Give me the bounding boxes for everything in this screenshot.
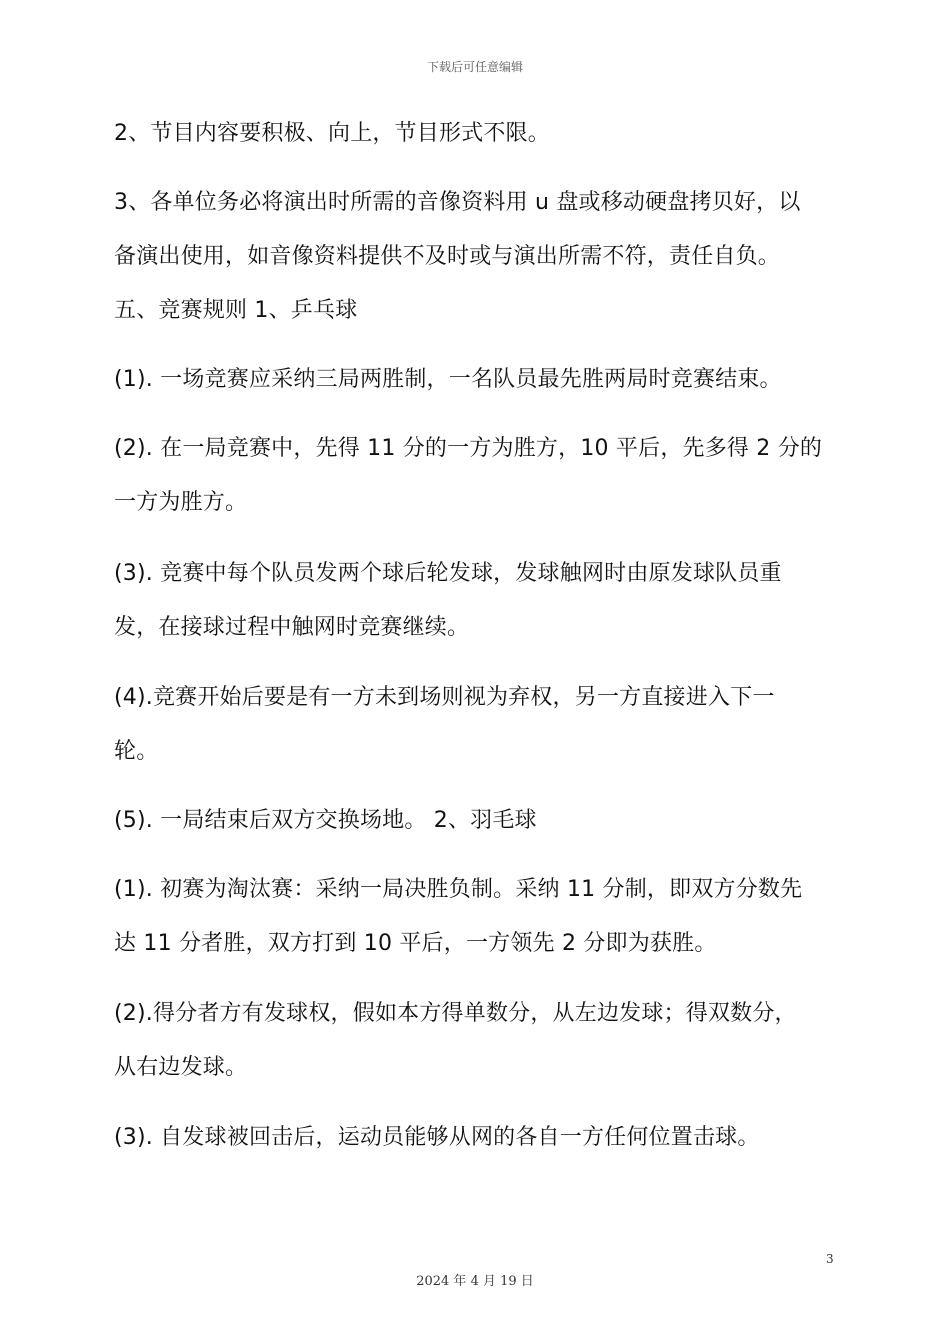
text-line: 一方为胜方。 bbox=[114, 490, 248, 515]
text-line: (2). 在一局竞赛中，先得 11 分的一方为胜方，10 平后，先多得 2 分的 bbox=[114, 436, 823, 461]
text-line: 发，在接球过程中触网时竞赛继续。 bbox=[114, 615, 470, 640]
page-number: 3 bbox=[826, 1252, 834, 1266]
text-line: (3). 自发球被回击后，运动员能够从网的各自一方任何位置击球。 bbox=[114, 1125, 760, 1150]
text-line: 2、节目内容要积极、向上，节目形式不限。 bbox=[114, 121, 550, 146]
text-line: (1). 初赛为淘汰赛：采纳一局决胜负制。采纳 11 分制，即双方分数先 bbox=[114, 877, 803, 902]
text-line: 轮。 bbox=[114, 739, 159, 764]
text-line: (5). 一局结束后双方交换场地。 2、羽毛球 bbox=[114, 808, 537, 833]
footer-date: 2024 年 4 月 19 日 bbox=[416, 1274, 534, 1289]
text-line: 达 11 分者胜，双方打到 10 平后，一方领先 2 分即为获胜。 bbox=[114, 931, 717, 956]
text-line: (3). 竞赛中每个队员发两个球后轮发球，发球触网时由原发球队员重 bbox=[114, 561, 782, 586]
text-line: (1). 一场竞赛应采纳三局两胜制，一名队员最先胜两局时竞赛结束。 bbox=[114, 367, 782, 392]
text-line: (2).得分者方有发球权，假如本方得单数分，从左边发球；得双数分， bbox=[114, 1001, 797, 1026]
section-heading: 五、竞赛规则 1、乒乓球 bbox=[114, 298, 358, 323]
text-line: 3、各单位务必将演出时所需的音像资料用 u 盘或移动硬盘拷贝好，以 bbox=[114, 190, 801, 215]
page-header: 下载后可任意编辑 bbox=[426, 60, 523, 74]
text-line: 备演出使用，如音像资料提供不及时或与演出所需不符，责任自负。 bbox=[114, 244, 781, 269]
text-line: 从右边发球。 bbox=[114, 1055, 248, 1080]
text-line: (4).竞赛开始后要是有一方未到场则视为弃权，另一方直接进入下一 bbox=[114, 685, 775, 710]
